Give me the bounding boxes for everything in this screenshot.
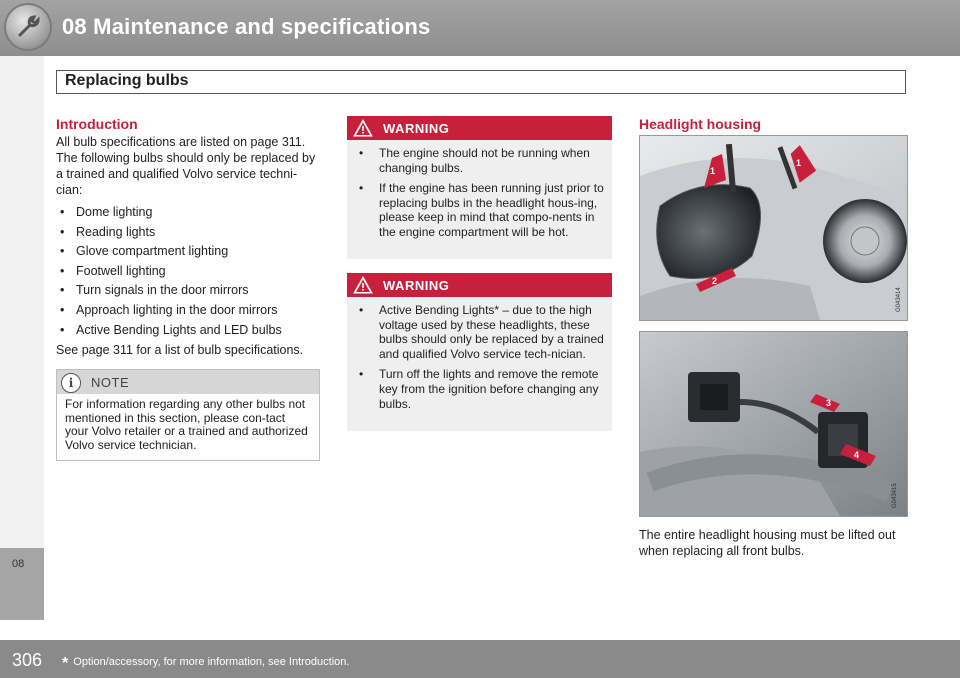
note-text: For information regarding any other bulbs not mentioned in this section, please con-tact your Volvo retailer or a trained and authorized Volvo service technician. <box>65 397 308 452</box>
wrench-icon <box>6 5 50 49</box>
arrow-label: 1 <box>796 158 802 168</box>
chapter-header <box>0 0 960 56</box>
warning-triangle-icon <box>353 276 373 294</box>
info-icon: i <box>61 373 81 393</box>
warning-header <box>347 116 612 140</box>
list-item: • Turn off the lights and remove the remote key from the ignition before changing any bulbs. <box>355 367 604 411</box>
warning-box-1 <box>347 116 612 259</box>
bulb-list <box>56 204 320 338</box>
list-item: • Active Bending Lights* – due to the high voltage used by these headlights, these bulbs should only be replaced by a trained and qualified Volvo service tech-nician. <box>355 303 604 361</box>
introduction-column <box>56 116 320 364</box>
car-front-illustration <box>640 136 907 320</box>
arrow-label: 3 <box>826 398 832 408</box>
list-item: • Footwell lighting <box>56 263 320 279</box>
page-number: 306 <box>12 650 43 670</box>
headlight-photo <box>639 135 908 321</box>
figure-caption: The entire headlight housing must be lifted out when replacing all front bulbs. <box>639 528 896 558</box>
connector-illustration <box>640 332 907 516</box>
list-item: • The engine should not be running when changing bulbs. <box>355 146 604 175</box>
list-item: • Dome lighting <box>56 204 320 220</box>
arrow-label: 1 <box>710 166 716 176</box>
list-item: • If the engine has been running just prior to replacing bulbs in the headlight hous-ing, please keep in mind that compo-nents in the engine compartment will be hot. <box>355 181 604 239</box>
section-title: Replacing bulbs <box>65 72 189 89</box>
list-item: • Reading lights <box>56 224 320 240</box>
note-label: NOTE <box>91 375 130 390</box>
list-item: • Approach lighting in the door mirrors <box>56 302 320 318</box>
side-strip <box>0 56 44 548</box>
list-item: • Active Bending Lights and LED bulbs <box>56 322 320 338</box>
list-item: • Glove compartment lighting <box>56 243 320 259</box>
footnote-text: Option/accessory, for more information, see Introduction. <box>73 656 350 668</box>
footnote-mark: * <box>62 655 69 672</box>
warning-label: WARNING <box>383 278 450 293</box>
warning-body <box>347 140 612 254</box>
arrow-label: 2 <box>712 276 718 286</box>
introduction-heading: Introduction <box>56 116 138 132</box>
warning-triangle-icon <box>353 119 373 137</box>
warning-body <box>347 297 612 425</box>
connector-photo <box>639 331 908 517</box>
chapter-side-tab <box>0 548 44 620</box>
figure-code: G043415 <box>892 483 898 508</box>
warning-header <box>347 273 612 297</box>
section-title-box <box>56 70 906 94</box>
headlight-housing-heading: Headlight housing <box>639 116 762 132</box>
list-item: • Turn signals in the door mirrors <box>56 282 320 298</box>
warning-box-2 <box>347 273 612 431</box>
introduction-closing: See page 311 for a list of bulb specifications. <box>56 342 304 357</box>
chapter-title: 08 Maintenance and specifications <box>62 14 431 39</box>
note-box <box>56 369 320 461</box>
arrow-label: 4 <box>854 450 860 460</box>
footnote <box>62 655 349 673</box>
page-footer <box>0 640 960 678</box>
chapter-tab-label: 08 <box>12 558 25 570</box>
introduction-paragraph: All bulb specifications are listed on page 311. The following bulbs should only be replaced by a trained and qualified Volvo service techni-cian: <box>56 135 316 197</box>
warning-label: WARNING <box>383 121 450 136</box>
note-header <box>57 370 319 394</box>
figure-code: G043414 <box>896 287 902 312</box>
